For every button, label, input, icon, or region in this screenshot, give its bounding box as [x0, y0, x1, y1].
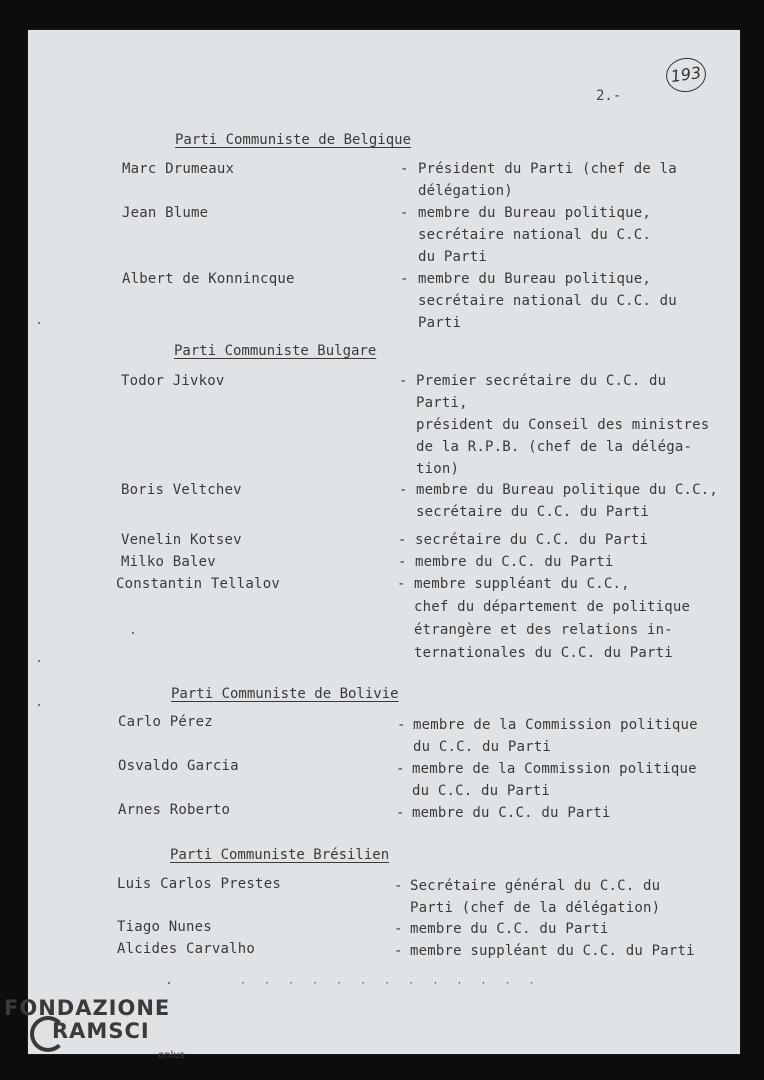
- member-role-line: Premier secrétaire du C.C. du: [416, 373, 667, 389]
- member-role-line: membre du Bureau politique,: [418, 271, 651, 287]
- member-role-line: président du Conseil des ministres: [416, 417, 710, 433]
- member-role-line: membre du C.C. du Parti: [412, 805, 611, 821]
- member-role-line: du C.C. du Parti: [413, 739, 552, 755]
- member-role-line: membre du Bureau politique du C.C.,: [416, 482, 719, 498]
- page-number: 2.-: [596, 88, 622, 104]
- member-name: Jean Blume: [122, 205, 209, 221]
- paper-speck: [38, 660, 40, 662]
- member-role-line: membre de la Commission politique: [413, 717, 698, 733]
- member-name: Todor Jivkov: [121, 373, 225, 389]
- dash: -: [400, 271, 409, 287]
- paper-speck: [132, 632, 134, 634]
- member-role-line: Parti (chef de la délégation): [410, 900, 661, 916]
- section-heading-belgique: Parti Communiste de Belgique: [175, 132, 412, 148]
- member-role-line: secrétaire national du C.C.: [418, 227, 651, 243]
- member-role-line: membre de la Commission politique: [412, 761, 697, 777]
- member-name: Venelin Kotsev: [121, 532, 242, 548]
- member-name: Constantin Tellalov: [116, 576, 280, 592]
- member-role-line: délégation): [418, 183, 513, 199]
- paper-speck: [38, 704, 40, 706]
- member-role-line: membre du C.C. du Parti: [415, 554, 614, 570]
- dash: -: [394, 878, 403, 894]
- section-heading-bulgare: Parti Communiste Bulgare: [174, 343, 377, 359]
- folio-stamp: 193: [664, 55, 708, 94]
- watermark-logo-line2: RAMSCI: [52, 1019, 150, 1043]
- member-name: Alcides Carvalho: [117, 941, 256, 957]
- dash: -: [399, 482, 408, 498]
- member-role-line: secrétaire du C.C. du Parti: [416, 504, 649, 520]
- member-role-line: secrétaire national du C.C. du: [418, 293, 677, 309]
- member-role-line: membre du Bureau politique,: [418, 205, 651, 221]
- member-role-line: membre du C.C. du Parti: [410, 921, 609, 937]
- member-name: Milko Balev: [121, 554, 216, 570]
- member-role-line: membre suppléant du C.C. du Parti: [410, 943, 695, 959]
- member-role-line: étrangère et des relations in-: [414, 622, 673, 638]
- bleed-through-dots: · · · · · · · · · · · · ·: [240, 978, 541, 989]
- member-name: Boris Veltchev: [121, 482, 242, 498]
- member-role-line: ternationales du C.C. du Parti: [414, 645, 673, 661]
- member-role-line: Président du Parti (chef de la: [418, 161, 677, 177]
- member-role-line: du Parti: [418, 249, 488, 265]
- dash: -: [396, 805, 405, 821]
- member-role-line: Parti,: [416, 395, 468, 411]
- section-heading-bresilien: Parti Communiste Brésilien: [170, 847, 390, 863]
- paper-speck: [168, 982, 170, 984]
- dash: -: [394, 943, 403, 959]
- member-name: Arnes Roberto: [118, 802, 231, 818]
- member-role-line: secrétaire du C.C. du Parti: [415, 532, 648, 548]
- member-name: Carlo Pérez: [118, 714, 213, 730]
- dash: -: [400, 161, 409, 177]
- dash: -: [396, 761, 405, 777]
- dash: -: [398, 532, 407, 548]
- member-name: Osvaldo Garcia: [118, 758, 239, 774]
- paper-speck: [38, 322, 40, 324]
- dash: -: [394, 921, 403, 937]
- member-name: Marc Drumeaux: [122, 161, 235, 177]
- dash: -: [397, 717, 406, 733]
- member-name: Luis Carlos Prestes: [117, 876, 281, 892]
- section-heading-bolivie: Parti Communiste de Bolivie: [171, 686, 399, 702]
- member-role-line: membre suppléant du C.C.,: [414, 576, 630, 592]
- member-role-line: Parti: [418, 315, 462, 331]
- member-role-line: Secrétaire général du C.C. du: [410, 878, 661, 894]
- watermark-logo-line1: FONDAZIONE: [4, 996, 171, 1020]
- dash: -: [399, 373, 408, 389]
- member-name: Albert de Konnincque: [122, 271, 295, 287]
- member-role-line: tion): [416, 461, 460, 477]
- member-role-line: du C.C. du Parti: [412, 783, 551, 799]
- member-role-line: chef du département de politique: [414, 599, 691, 615]
- member-role-line: de la R.P.B. (chef de la déléga-: [416, 439, 693, 455]
- dash: -: [397, 576, 406, 592]
- member-name: Tiago Nunes: [117, 919, 212, 935]
- dash: -: [400, 205, 409, 221]
- watermark-suffix: onlus: [158, 1050, 185, 1061]
- dash: -: [398, 554, 407, 570]
